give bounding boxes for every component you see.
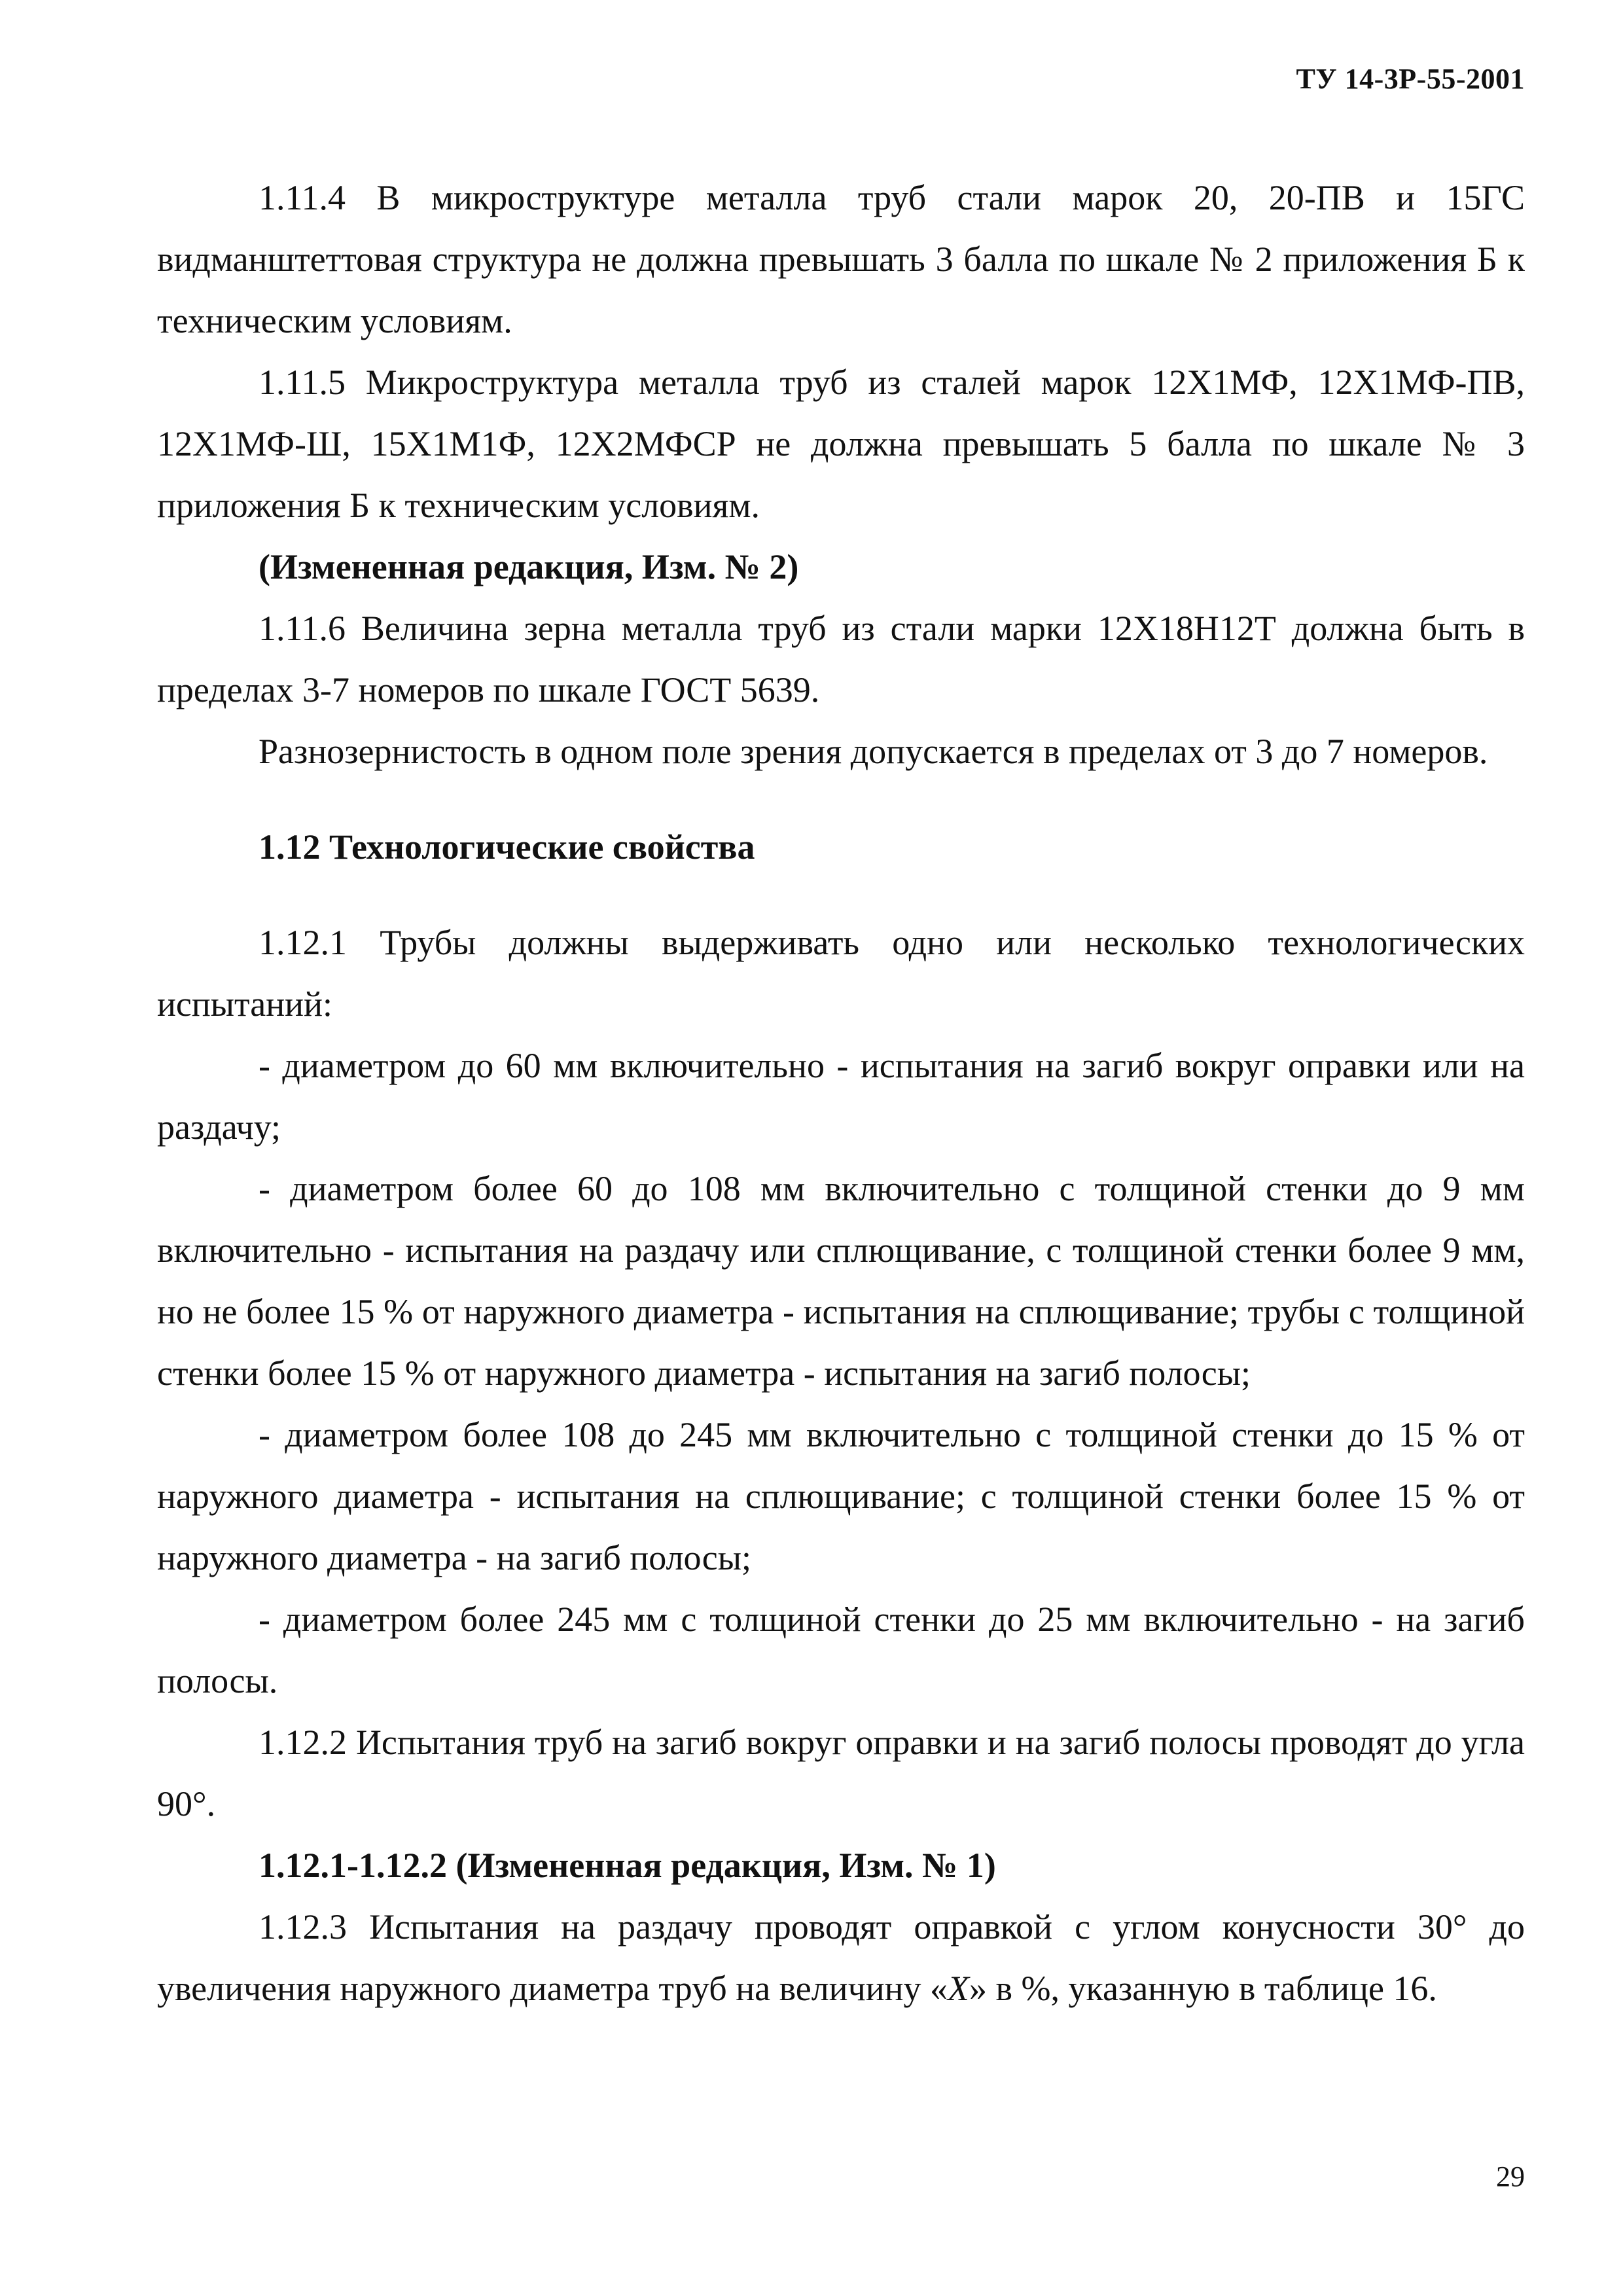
paragraph-grain-variation: Разнозернистость в одном поле зрения допускается в пределах от 3 до 7 номеров. <box>259 732 1488 771</box>
paragraph-1-12-3-end: » в %, указанную в таблице 16. <box>969 1969 1437 2008</box>
paragraph-1-11-6: 1.11.6 Величина зерна металла труб из стали марки 12Х18Н12Т должна быть в пределах 3-7 номеров по шкале ГОСТ 5639. <box>157 609 1525 709</box>
paragraph-1-12-2: 1.12.2 Испытания труб на загиб вокруг оправки и на загиб полосы проводят до угла 90°. <box>157 1723 1525 1823</box>
amendment-note-1: 1.12.1-1.12.2 (Измененная редакция, Изм. № 1) <box>259 1846 996 1885</box>
document-body <box>157 167 1525 2019</box>
paragraph-1-11-5: 1.11.5 Микроструктура металла труб из сталей марок 12Х1МФ, 12Х1МФ-ПВ, 12Х1МФ-Ш, 15Х1М1Ф, 12Х2МФСР не должна превышать 5 балла по шкале № 3 приложения Б к техническим условиям. <box>157 363 1525 525</box>
list-item-diameter-245: - диаметром более 245 мм с толщиной стенки до 25 мм включительно - на загиб полосы. <box>157 1600 1525 1700</box>
variable-x: X <box>948 1969 970 2008</box>
paragraph-1-12-3-start: 1.12.3 Испытания на раздачу проводят оправкой с углом конусности 30° до увеличения наружного диаметра труб на величину « <box>157 1907 1525 2008</box>
page-number: 29 <box>1496 2161 1525 2193</box>
paragraph-1-12-1: 1.12.1 Трубы должны выдерживать одно или несколько технологических испытаний: <box>157 923 1525 1024</box>
list-item-diameter-60: - диаметром до 60 мм включительно - испытания на загиб вокруг оправки или на раздачу; <box>157 1046 1525 1147</box>
section-heading-1-12: 1.12 Технологические свойства <box>259 827 755 867</box>
paragraph-1-11-4: 1.11.4 В микроструктуре металла труб стали марок 20, 20-ПВ и 15ГС видманштеттовая структура не должна превышать 3 балла по шкале № 2 приложения Б к техническим условиям. <box>157 178 1525 340</box>
amendment-note-2: (Измененная редакция, Изм. № 2) <box>259 547 799 586</box>
paragraph-1-12-3 <box>157 1896 1525 2019</box>
list-item-diameter-108-245: - диаметром более 108 до 245 мм включительно с толщиной стенки до 15 % от наружного диаметра - испытания на сплющивание; с толщиной стенки более 15 % от наружного диаметра - на загиб полосы; <box>157 1415 1525 1577</box>
list-item-diameter-60-108: - диаметром более 60 до 108 мм включительно с толщиной стенки до 9 мм включительно - испытания на раздачу или сплющивание, с толщиной стенки более 9 мм, но не более 15 % от наружного диаметра - испытания на сплющивание; трубы с толщиной стенки более 15 % от наружного диаметра - испытания на загиб полосы; <box>157 1169 1525 1393</box>
document-code: ТУ 14-3Р-55-2001 <box>1296 63 1525 95</box>
